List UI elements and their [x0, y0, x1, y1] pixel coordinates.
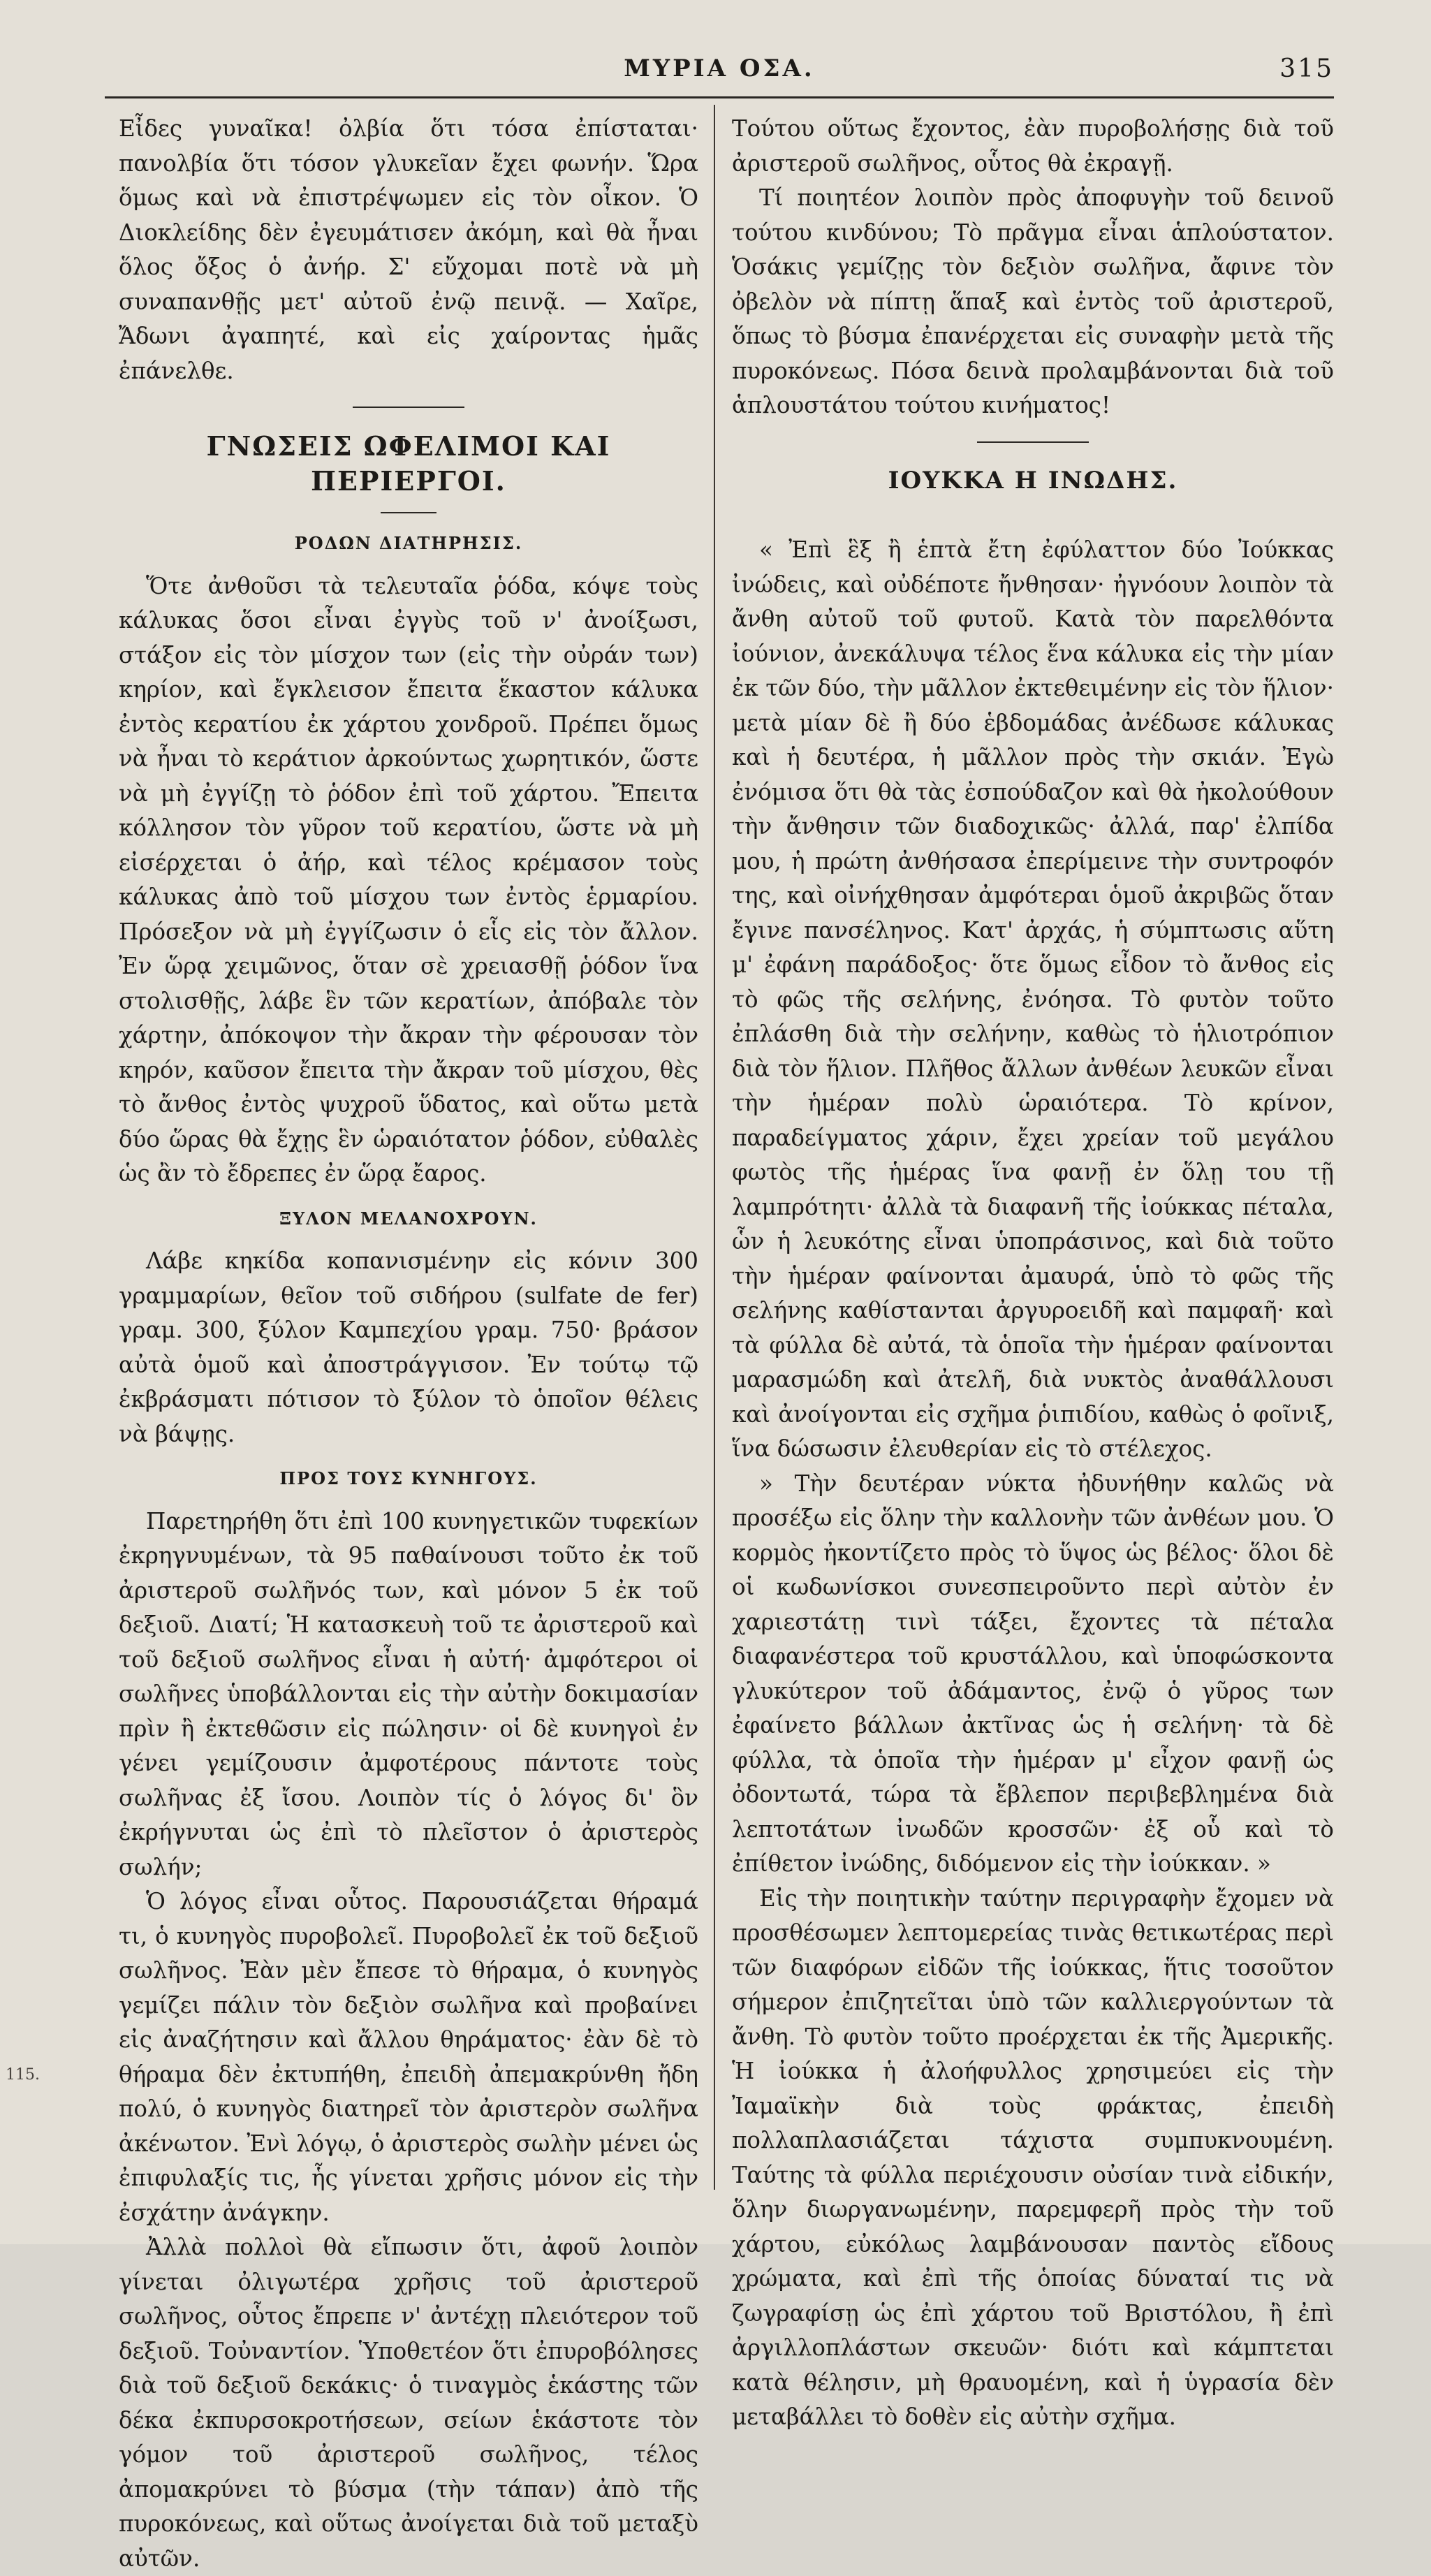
- article-hunters-paragraph-1: Παρετηρήθη ὅτι ἐπὶ 100 κυνηγετικῶν τυφεκίων ἐκρηγνυμένων, τὰ 95 παθαίνουσι τοῦτο ἐκ τοῦ ἀριστεροῦ σωλῆνός των, καὶ μόνον 5 ἐκ τοῦ δεξιοῦ. Διατί; Ἡ κατασκευὴ τοῦ τε ἀριστεροῦ καὶ τοῦ δεξιοῦ σωλῆνος εἶναι ἡ αὐτή· ἀμφότεροι οἱ σωλῆνες ὑποβάλλονται εἰς τὴν αὐτὴν δοκιμασίαν πρὶν ἢ ἐκτεθῶσιν εἰς πώλησιν· οἱ δὲ κυνηγοὶ ἐν γένει γεμίζουσιν ἀμφοτέρους πάντοτε τοὺς σωλῆνας ἐξ ἴσου. Λοιπὸν τίς ὁ λόγος δι' ὃν ἐκρήγνυται ὡς ἐπὶ τὸ πλεῖστον ὁ ἀριστερὸς σωλήν;: [119, 1507, 698, 1880]
- article-title-hunters: ΠΡΟΣ ΤΟΥΣ ΚΥΝΗΓΟΥΣ.: [279, 1468, 538, 1488]
- article-hunters-paragraph-2: Ὁ λόγος εἶναι οὗτος. Παρουσιάζεται θήραμά τι, ὁ κυνηγὸς πυροβολεῖ. Πυροβολεῖ ἐκ τοῦ δεξιοῦ σωλῆνος. Ἐὰν μὲν ἔπεσε τὸ θήραμα, ὁ κυνηγὸς γεμίζει πάλιν τὸν δεξιὸν σωλῆνα καὶ προβαίνει εἰς ἀναζήτησιν καὶ ἄλλου θηράματος· ἐὰν δὲ τὸ θήραμα δὲν ἐκτυπήθη, ἐπειδὴ ἀπεμακρύνθη ἤδη πολύ, ὁ κυνηγὸς διατηρεῖ τὸν ἀριστερὸν σωλῆνα ἀκένωτον. Ἐνὶ λόγῳ, ὁ ἀριστερὸς σωλὴν μένει ὡς ἐπιφυλαξίς τις, ἧς γίνεται χρῆσις μόνον εἰς τὴν ἐσχάτην ἀνάγκην.: [119, 1888, 698, 2226]
- article-yucca-paragraph-1: « Ἐπὶ ἓξ ἢ ἑπτὰ ἔτη ἐφύλαττον δύο Ἰούκκας ἰνώδεις, καὶ οὐδέποτε ἤνθησαν· ἠγνόουν λοιπὸν τὰ ἄνθη αὐτοῦ τοῦ φυτοῦ. Κατὰ τὸν παρελθόντα ἰούνιον, ἀνεκάλυψα τέλος ἕνα κάλυκα εἰς τὴν μίαν ἐκ τῶν δύο, τὴν μᾶλλον ἐκτεθειμένην εἰς τὸν ἥλιον· μετὰ μίαν δὲ ἢ δύο ἑβδομάδας ἀνέδωσε κάλυκας καὶ ἡ δευτέρα, ἡ μᾶλλον πρὸς τὴν σκιάν. Ἐγὼ ἐνόμισα ὅτι θὰ τὰς ἐσπούδαζον καὶ θὰ ἠκολούθουν τὴν ἄνθησιν τῶν διαδοχικῶς· ἀλλά, παρ' ἐλπίδα μου, ἡ πρώτη ἀνθήσασα ἐπερίμεινε τὴν συντροφόν της, καὶ οἰνήχθησαν ἀμφότεραι ὁμοῦ ἀκριβῶς ὅταν ἔγινε πανσέληνος. Κατ' ἀρχάς, ἡ σύμπτωσις αὕτη μ' ἐφάνη παράδοξος· ὅτε ὅμως εἶδον τὸ ἄνθος εἰς τὸ φῶς τῆς σελήνης, ἐνόησα. Τὸ φυτὸν τοῦτο ἐπλάσθη διὰ τὴν σελήνην, καθὼς τὸ ἡλιοτρόπιον διὰ τὸν ἥλιον. Πλῆθος ἄλλων ἀνθέων λευκῶν εἶναι τὴν ἡμέραν πολὺ ὡραιότερα. Τὸ κρίνον, παραδείγματος χάριν, ἔχει χρείαν τοῦ μεγάλου φωτὸς τῆς ἡμέρας ἵνα φανῇ ἐν ὅλῃ του τῇ λαμπρότητι· ἀλλὰ τὰ διαφανῆ τῆς ἰούκκας πέταλα, ὧν ἡ λευκότης εἶναι ὑποπράσινος, καὶ διὰ τοῦτο τὴν ἡμέραν φαίνονται ἀμαυρά, ὑπὸ τὸ φῶς τῆς σελήνης καθίστανται ἀργυροειδῆ καὶ παμφαῆ· καὶ τὰ φύλλα δὲ αὐτά, τὰ ὁποῖα τὴν ἡμέραν φαίνονται μαρασμώδη καὶ ἀτελῆ, διὰ νυκτὸς ἀναθάλλουσι καὶ ἀνοίγονται εἰς σχῆμα ῥιπιδίου, καθὼς ὁ φοῖνιξ, ἵνα δώσωσιν ἐλευθερίαν εἰς τὸ στέλεχος.: [732, 536, 1334, 1462]
- continuation-paragraph: Τούτου οὕτως ἔχοντος, ἐὰν πυροβολήσῃς διὰ τοῦ ἀριστεροῦ σωλῆνος, οὗτος θὰ ἐκραγῇ.: [732, 115, 1334, 177]
- right-column: [732, 112, 1334, 2435]
- article-hunters-paragraph-3: Ἀλλὰ πολλοὶ θὰ εἴπωσιν ὅτι, ἀφοῦ λοιπὸν γίνεται ὀλιγωτέρα χρῆσις τοῦ ἀριστεροῦ σωλῆνος, οὗτος ἔπρεπε ν' ἀντέχῃ πλειότερον τοῦ δεξιοῦ. Τοὐναντίον. Ὑποθετέον ὅτι ἐπυροβόλησες διὰ τοῦ δεξιοῦ δεκάκις· ὁ τιναγμὸς ἑκάστης τῶν δέκα ἐκπυρσοκροτήσεων, σείων ἑκάστοτε τὸν γόμον τοῦ ἀριστεροῦ σωλῆνος, τέλος ἀπομακρύνει τὸ βύσμα (τὴν τάπαν) ἀπὸ τῆς πυροκόνεως, καὶ οὕτως ἀνοίγεται διὰ τοῦ μεταξὺ αὐτῶν.: [119, 2234, 698, 2572]
- journal-title: ΜΥΡΙΑ ΟΣΑ.: [624, 54, 815, 82]
- section-title-rule: [381, 512, 436, 513]
- section-title: ΓΝΩΣΕΙΣ ΩΦΕΛΙΜΟΙ ΚΑΙ ΠΕΡΙΕΡΓΟΙ.: [206, 430, 611, 497]
- article-text-wood: Λάβε κηκίδα κοπανισμένην εἰς κόνιν 300 γραμμαρίων, θεῖον τοῦ σιδήρου (sulfate de fer) γραμ. 300, ξύλον Καμπεχίου γραμ. 750· βράσον αὐτὰ ὁμοῦ καὶ ἀποστράγγισον. Ἐν τούτῳ τῷ ἐκβράσματι πότισον τὸ ξύλον τὸ ὁποῖον θέλεις νὰ βάψῃς.: [119, 1247, 698, 1447]
- header-rule: [105, 96, 1334, 98]
- question-paragraph: Τί ποιητέον λοιπὸν πρὸς ἀποφυγὴν τοῦ δεινοῦ τούτου κινδύνου; Τὸ πρᾶγμα εἶναι ἁπλούστατον. Ὁσάκις γεμίζῃς τὸν δεξιὸν σωλῆνα, ἄφινε τὸν ὀβελὸν νὰ πίπτῃ ἅπαξ καὶ ἐντὸς τοῦ ἀριστεροῦ, ὅπως τὸ βύσμα ἐπανέρχεται εἰς συναφὴν μετὰ τῆς πυροκόνεως. Πόσα δεινὰ προλαμβάνονται διὰ τοῦ ἁπλουστάτου τούτου κινήματος!: [732, 184, 1334, 418]
- article-title-wood: ΞΥΛΟΝ ΜΕΛΑΝΟΧΡΟΥΝ.: [279, 1208, 538, 1229]
- left-column: [119, 112, 698, 2576]
- article-divider: [977, 441, 1089, 443]
- intro-paragraph: Εἶδες γυναῖκα! ὀλβία ὅτι τόσα ἐπίσταται· πανολβία ὅτι τόσον γλυκεῖαν ἔχει φωνήν. Ὥρα ὅμως καὶ νὰ ἐπιστρέψωμεν εἰς τὸν οἶκον. Ὁ Διοκλείδης δὲν ἐγευμάτισεν ἀκόμη, καὶ θὰ ἦναι ὅλος ὄξος ὁ ἀνήρ. Σ' εὔχομαι ποτὲ νὰ μὴ συναπανθῇς μετ' αὐτοῦ ἐνῷ πεινᾷ. — Χαῖρε, Ἄδωνι ἀγαπητέ, καὶ εἰς χαίροντας ἡμᾶς ἐπάνελθε.: [119, 115, 698, 384]
- running-head: [105, 54, 1334, 89]
- article-yucca-paragraph-2: » Τὴν δευτέραν νύκτα ἠδυνήθην καλῶς νὰ προσέξω εἰς ὅλην τὴν καλλονὴν τῶν ἀνθέων μου. Ὁ κορμὸς ἠκοντίζετο πρὸς τὸ ὕψος ὡς βέλος· ὅλοι δὲ οἱ κωδωνίσκοι συνεσπειροῦντο περὶ αὐτὸν ἐν χαριεστάτῃ τινὶ τάξει, ἔχοντες τὰ πέταλα διαφανέστερα τοῦ κρυστάλλου, καὶ ὑποφώσκοντα γλυκύτερον τοῦ ἀδάμαντος, ἐνῷ ὁ γῦρος των ἐφαίνετο βάλλων ἀκτῖνας ὡς ἡ σελήνη· τὰ δὲ φύλλα, τὰ ὁποῖα τὴν ἡμέραν μ' εἶχον φανῇ ὡς ὀδοντωτά, τώρα τὰ ἔβλεπον περιβεβλημένα διὰ λεπτοτάτων ἰνωδῶν κροσσῶν· ἐξ οὗ καὶ τὸ ἐπίθετον ἰνώδης, διδόμενον εἰς τὴν ἰούκκαν. »: [732, 1470, 1334, 1877]
- article-yucca-paragraph-3: Εἰς τὴν ποιητικὴν ταύτην περιγραφὴν ἔχομεν νὰ προσθέσωμεν λεπτομερείας τινὰς θετικωτέρας περὶ τῶν διαφόρων εἰδῶν τῆς ἰούκκας, ἥτις τοσοῦτον σήμερον ἐπιζητεῖται ὑπὸ τῶν καλλιεργούντων τὰ ἄνθη. Τὸ φυτὸν τοῦτο προέρχεται ἐκ τῆς Ἀμερικῆς. Ἡ ἰούκκα ἡ ἀλοήφυλλος χρησιμεύει εἰς τὴν Ἰαμαϊκὴν διὰ τοὺς φράκτας, ἐπειδὴ πολλαπλασιάζεται τάχιστα συμπυκνουμένη. Ταύτης τὰ φύλλα περιέχουσιν οὐσίαν τινὰ εἰδικήν, ὅλην διωργανωμένην, παρεμφερῆ πρὸς τὴν τοῦ χάρτου, εὐκόλως λαμβάνουσαν παντὸς εἴδους χρώματα, καὶ ἐπὶ τῆς ὁποίας δύναταί τις νὰ ζωγραφίσῃ ὡς ἐπὶ χάρτου τοῦ Βριστόλου, ἢ ἐπὶ ἀργιλλοπλάστων σκευῶν· διότι καὶ κάμπτεται κατὰ θέλησιν, μὴ θραυομένη, καὶ ἡ ὑγρασία δὲν μεταβάλλει τὸ δοθὲν εἰς αὐτὴν σχῆμα.: [732, 1885, 1334, 2430]
- page-number: 315: [1279, 54, 1334, 83]
- article-title-roses: ΡΟΔΩΝ ΔΙΑΤΗΡΗΣΙΣ.: [294, 533, 523, 553]
- article-text-roses: Ὅτε ἀνθοῦσι τὰ τελευταῖα ῥόδα, κόψε τοὺς κάλυκας ὅσοι εἶναι ἐγγὺς τοῦ ν' ἀνοίξωσι, στάξον εἰς τὸν μίσχον των (εἰς τὴν οὐράν των) κηρίον, καὶ ἔγκλεισον ἔπειτα ἕκαστον κάλυκα ἐντὸς κερατίου ἐκ χάρτου χονδροῦ. Πρέπει ὅμως νὰ ἦναι τὸ κεράτιον ἀρκούντως χωρητικόν, ὥστε νὰ μὴ ἐγγίζῃ τὸ ῥόδον ἐπὶ τοῦ χάρτου. Ἔπειτα κόλλησον τὸν γῦρον τοῦ κερατίου, ὥστε νὰ μὴ εἰσέρχεται ὁ ἀήρ, καὶ τέλος κρέμασον τοὺς κάλυκας ἀπὸ τοῦ μίσχου των ἐντὸς ἑρμαρίου. Πρόσεξον νὰ μὴ ἐγγίζωσιν ὁ εἷς εἰς τὸν ἄλλον. Ἐν ὥρᾳ χειμῶνος, ὅταν σὲ χρειασθῇ ῥόδον ἵνα στολισθῇς, λάβε ἓν τῶν κερατίων, ἀπόβαλε τὸν χάρτην, ἀπόκοψον τὴν ἄκραν τὴν φέρουσαν τὸν κηρόν, καῦσον ἔπειτα τὴν ἄκραν τοῦ μίσχου, θὲς τὸ ἄνθος ἐντὸς ψυχροῦ ὕδατος, καὶ οὕτω μετὰ δύο ὥρας θὰ ἔχῃς ἓν ὡραιότατον ῥόδον, εὐθαλὲς ὡς ἂν τὸ ἔδρεπες ἐν ὥρᾳ ἔαρος.: [119, 572, 698, 1187]
- article-title-yucca: ΙΟΥΚΚΑ Η ΙΝΩΔΗΣ.: [888, 466, 1178, 495]
- section-divider: [353, 407, 464, 408]
- margin-mark: 115.: [6, 2066, 40, 2084]
- column-divider: [714, 105, 715, 2190]
